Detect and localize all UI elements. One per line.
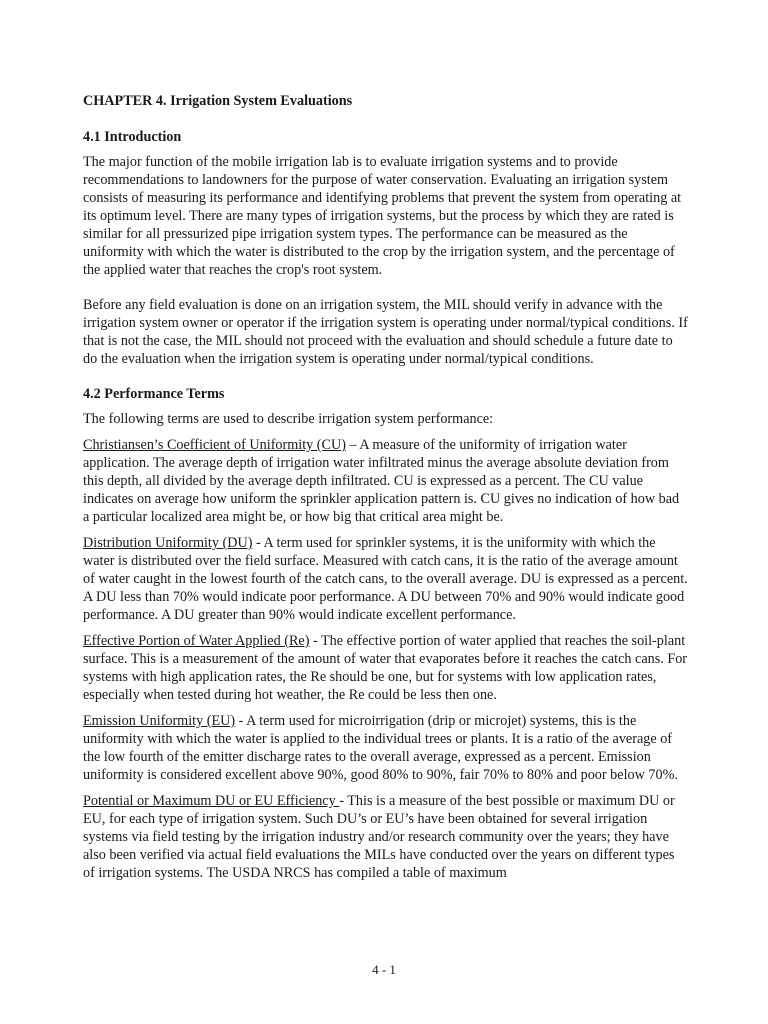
- term-definition-du: [83, 534, 688, 624]
- term-text-eu: A term used for microirrigation (drip or microjet) systems, this is the uniformity with which the water is applied to the individual trees or plants. It is a ratio of the average of the low fourth of the emitter discharge rates to the overall average, expressed as a percent. Emission uniformity is considered excellent above 90%, good 80% to 90%, fair 70% to 80% and poor below 70%.: [83, 713, 678, 783]
- chapter-title: CHAPTER 4. Irrigation System Evaluations: [83, 93, 353, 109]
- term-name-re: Effective Portion of Water Applied (Re): [83, 633, 310, 649]
- term-name-cu: Christiansen’s Coefficient of Uniformity (CU): [83, 437, 346, 453]
- term-separator: -: [309, 633, 322, 649]
- term-name-du: Distribution Uniformity (DU): [83, 535, 253, 551]
- term-text-re: The effective portion of water applied that reaches the soil-plant surface. This is a measurement of the amount of water that evaporates before it reaches the catch cans. For systems with high application rates, the Re should be one, but for systems with low application rates, especially when tested during hot weather, the Re could be less then one.: [83, 633, 688, 703]
- term-separator: -: [339, 793, 348, 809]
- term-name-eu: Emission Uniformity (EU): [83, 713, 236, 729]
- term-separator: –: [345, 437, 360, 453]
- term-separator: -: [235, 713, 247, 729]
- page-number: 4 - 1: [372, 962, 396, 977]
- term-definition-cu: [83, 436, 688, 526]
- term-definition-re: [83, 632, 688, 704]
- page-content: [83, 92, 688, 890]
- performance-lead-text: The following terms are used to describe irrigation system performance:: [83, 411, 494, 427]
- term-definition-eu: [83, 712, 688, 784]
- term-name-potential-efficiency: Potential or Maximum DU or EU Efficiency: [83, 793, 340, 809]
- term-text-potential-efficiency: This is a measure of the best possible or maximum DU or EU, for each type of irrigation system. Such DU’s or EU’s have been obtained for several irrigation systems via field testing by the irrigation industry and/or research community over the years; they have also been verified via actual field evaluations the MILs have conducted over the years on different types of irrigation systems. The USDA NRCS has compiled a table of maximum: [83, 793, 675, 881]
- intro-paragraph-2: Before any field evaluation is done on an irrigation system, the MIL should verify in advance with the irrigation system owner or operator if the irrigation system is operating under normal/typical conditions. If that is not the case, the MIL should not proceed with the evaluation and should schedule a future date to do the evaluation when the irrigation system is operating under normal/typical conditions.: [83, 297, 688, 367]
- section-heading-introduction: 4.1 Introduction: [83, 129, 182, 145]
- term-text-cu: A measure of the uniformity of irrigation water application. The average depth of irrigation water infiltrated minus the average absolute deviation from this depth, all divided by the average depth infiltrated. CU is expressed as a percent. The CU value indicates on average how uniform the sprinkler application pattern is. CU gives no indication of how bad a particular localized area might be, or how big that critical area might be.: [83, 437, 680, 525]
- intro-paragraph-1: The major function of the mobile irrigation lab is to evaluate irrigation systems and to provide recommendations to landowners for the purpose of water conservation. Evaluating an irrigation system consists of measuring its performance and identifying problems that prevent the system from operating at its optimum level. There are many types of irrigation systems, but the process by which they are rated is similar for all pressurized pipe irrigation system types. The performance can be measured as the uniformity with which the water is distributed to the crop by the irrigation system, and the percentage of the applied water that reaches the crop's root system.: [83, 154, 682, 278]
- section-heading-performance-terms: 4.2 Performance Terms: [83, 386, 225, 402]
- term-definition-potential-efficiency: [83, 792, 688, 882]
- term-text-du: A term used for sprinkler systems, it is the uniformity with which the water is distributed over the field surface. Measured with catch cans, it is the ratio of the average amount of water caught in the lowest fourth of the catch cans, to the overall average. DU is expressed as a percent. A DU less than 70% would indicate poor performance. A DU between 70% and 90% would indicate good performance. A DU greater than 90% would indicate excellent performance.: [83, 535, 688, 623]
- term-separator: -: [252, 535, 264, 551]
